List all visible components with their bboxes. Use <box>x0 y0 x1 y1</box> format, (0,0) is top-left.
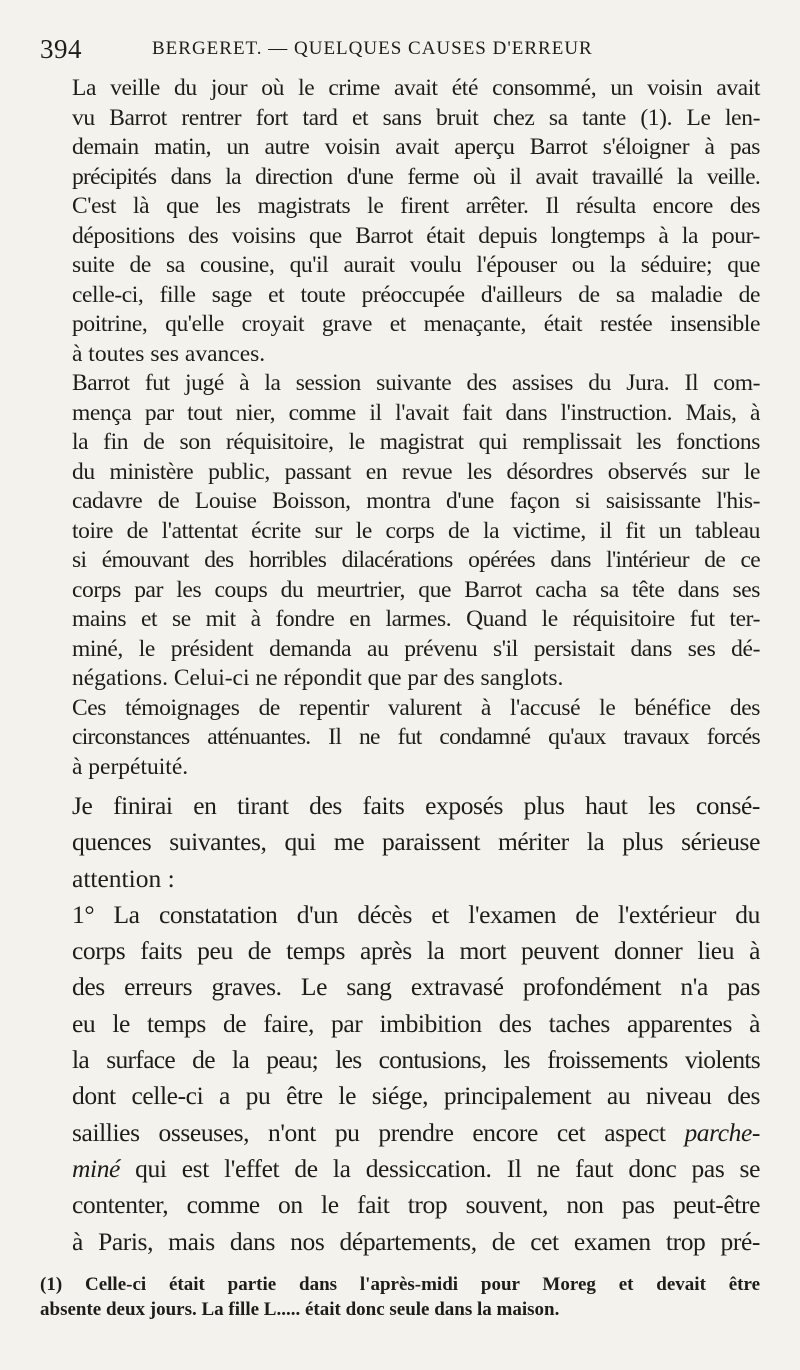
text-line: celle-ci, fille sage et toute préoccupée d'ailleurs de sa maladie de <box>72 281 760 308</box>
text-line: 1° La constatation d'un décès et l'examen de l'extérieur du <box>72 899 760 929</box>
text-line: miné, le président demanda au prévenu s'il persistait dans ses dé- <box>72 635 760 662</box>
paragraph-4 <box>40 694 760 783</box>
text-line: toire de l'attentat écrite sur le corps de la victime, il fit un tableau <box>72 517 760 544</box>
text-line: Je finirai en tirant des faits exposés plus haut les consé- <box>72 791 760 820</box>
running-title: BERGERET. — QUELQUES CAUSES D'ERREUR <box>152 38 593 59</box>
text-segment: saillies osseuses, n'ont pu prendre encore cet aspect <box>72 1117 685 1147</box>
italic-word: miné <box>72 1153 120 1183</box>
running-head <box>40 28 760 74</box>
text-line: corps faits peu de temps après la mort peuvent donner lieu à <box>72 936 760 966</box>
text-line: à toutes ses avances. <box>72 340 266 367</box>
paragraph-1 <box>40 74 760 192</box>
text-line: des erreurs graves. Le sang extravasé profondément n'a pas <box>72 972 760 1002</box>
text-line: négations. Celui-ci ne répondit que par des sanglots. <box>72 665 564 691</box>
text-line: à perpétuité. <box>72 753 189 780</box>
text-segment: qui est l'effet de la dessiccation. Il ne faut donc pas se <box>119 1153 760 1183</box>
footnote-line: (1) Celle-ci était partie dans l'après-midi pour Moreg et devait être <box>40 1274 760 1295</box>
text-line: La veille du jour où le crime avait été consommé, un voisin avait <box>72 75 760 101</box>
text-line: Ces témoignages de repentir valurent à l'accusé le bénéfice des <box>72 694 760 721</box>
text-line: vu Barrot rentrer fort tard et sans bruit chez sa tante (1). Le len- <box>72 104 760 131</box>
text-line: contenter, comme on le fait trop souvent, non pas peut-être <box>72 1190 760 1220</box>
text-line: demain matin, un autre voisin avait aperçu Barrot s'éloigner à pas <box>72 134 760 160</box>
text-line: dont celle-ci a pu être le siége, principalement au niveau des <box>72 1081 760 1111</box>
text-line: C'est là que les magistrats le firent arrêter. Il résulta encore des <box>72 193 760 219</box>
text-line: attention : <box>72 863 175 893</box>
text-line: circonstances atténuantes. Il ne fut condamné qu'aux travaux forcés <box>72 724 760 750</box>
text-line: eu le temps de faire, par imbibition des taches apparentes à <box>72 1008 760 1038</box>
text-line: mains et se mit à fondre en larmes. Quand le réquisitoire fut ter- <box>72 606 760 632</box>
text-line: Barrot fut jugé à la session suivante des assises du Jura. Il com- <box>72 370 760 396</box>
italic-word: parche- <box>684 1117 760 1147</box>
text-line: poitrine, qu'elle croyait grave et menaçante, était restée insensible <box>72 311 760 337</box>
text-line: dépositions des voisins que Barrot était depuis longtemps à la pour- <box>72 222 760 249</box>
text-line: mença par tout nier, comme il l'avait fait dans l'instruction. Mais, à <box>72 399 760 426</box>
text-line: quences suivantes, qui me paraissent mériter la plus sérieuse <box>72 827 760 857</box>
paragraph-5 <box>40 788 760 897</box>
text-line: cadavre de Louise Boisson, montra d'une façon si saisissante l'his- <box>72 488 760 514</box>
text-line: suite de sa cousine, qu'il aurait voulu l'épouser ou la séduire; que <box>72 252 760 278</box>
text-line: corps par les coups du meurtrier, que Barrot cacha sa tête dans ses <box>72 576 760 603</box>
text-line: la surface de la peau; les contusions, les froissements violents <box>72 1045 760 1075</box>
footnote <box>40 1272 760 1322</box>
paragraph-2 <box>40 192 760 369</box>
text-line: si émouvant des horribles dilacérations opérées dans l'intérieur de ce <box>72 547 760 573</box>
text-line: précipités dans la direction d'une ferme où il avait travaillé la veille. <box>72 163 760 190</box>
text-line: la fin de son réquisitoire, le magistrat qui remplissait les fonctions <box>72 429 760 455</box>
paragraph-6 <box>40 897 760 1260</box>
page-number: 394 <box>40 34 82 64</box>
text-line: du ministère public, passant en revue les désordres observés sur le <box>72 458 760 485</box>
text-line: à Paris, mais dans nos départements, de cet examen trop pré- <box>72 1226 760 1256</box>
text-line-with-italic <box>40 1115 760 1151</box>
footnote-line: absente deux jours. La fille L..... était donc seule dans la maison. <box>40 1299 560 1320</box>
text-line-with-italic <box>40 1151 760 1187</box>
paragraph-3 <box>40 369 760 694</box>
